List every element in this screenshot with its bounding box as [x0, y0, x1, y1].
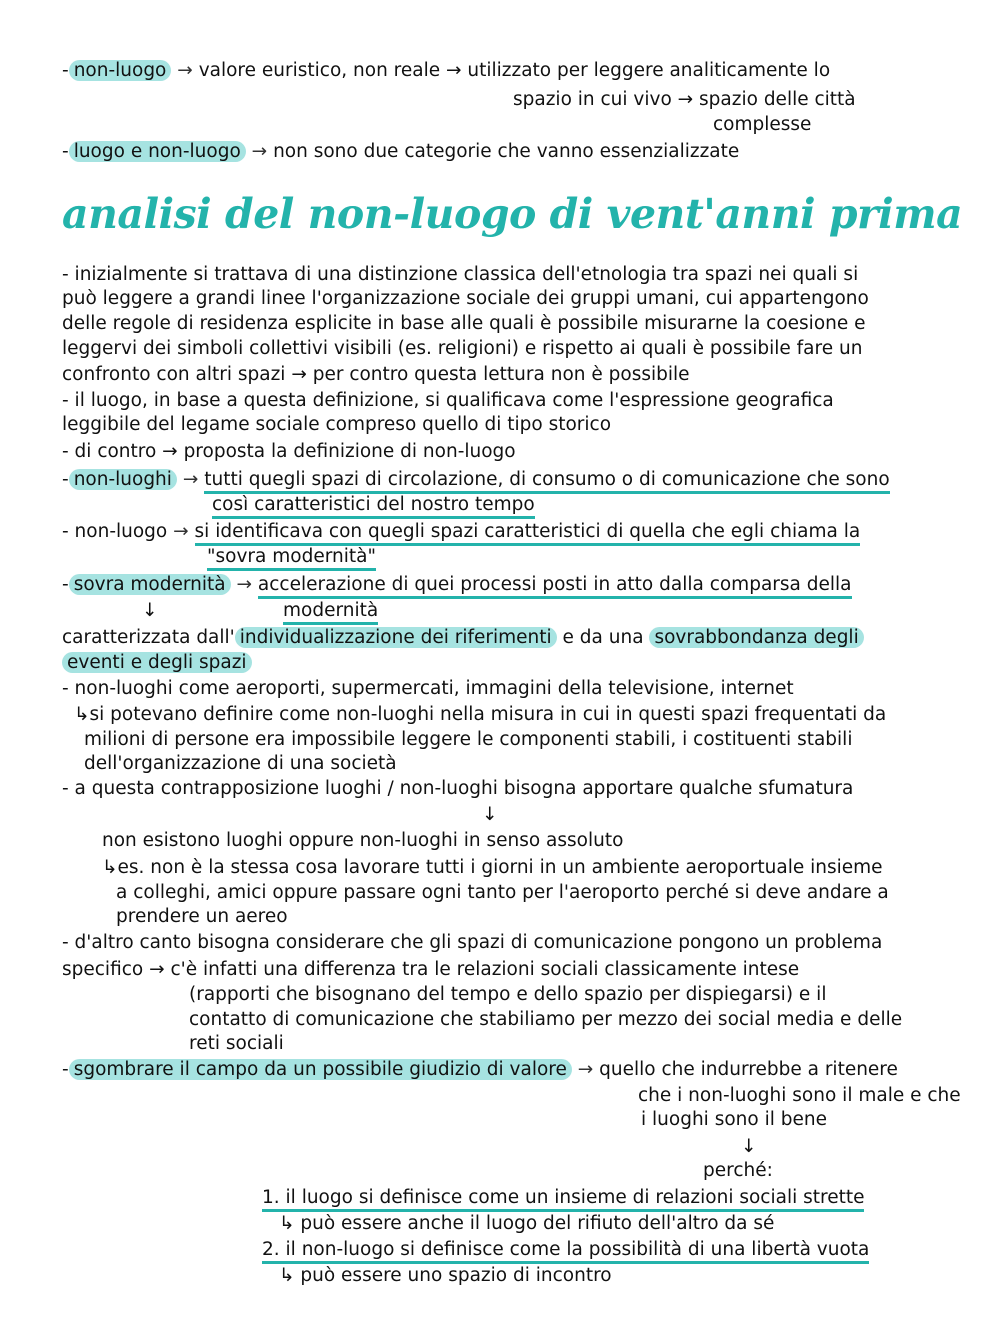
- numbered-item-1: 1. il luogo si definisce come un insieme di relazioni sociali strette: [262, 1186, 864, 1210]
- para-line-4: leggervi dei simboli collettivi visibili (es. religioni) e rispetto ai quali è possibile fare un: [62, 338, 863, 359]
- line-non-luoghi-cont: così caratteristici del nostro tempo: [212, 493, 535, 517]
- numbered-item-1-sub: ↳ può essere anche il luogo del rifiuto dell'altro da sé: [279, 1213, 775, 1234]
- underline-non-luogo-def: si identificava con quegli spazi caratteristici di quella che egli chiama la: [195, 521, 861, 546]
- line-luogo-e-non-luogo: - luogo e non-luogo → non sono due categorie che vanno essenzializzate: [62, 141, 740, 162]
- r-line-4: contatto di comunicazione che stabiliamo per mezzo dei social media e delle: [189, 1009, 903, 1030]
- q-line-4: dell'organizzazione di una società: [84, 753, 397, 774]
- highlight-eventi: eventi e degli spazi: [62, 652, 252, 673]
- arrow-down-1: ↓: [142, 600, 158, 621]
- para-line-8: - di contro → proposta la definizione di non-luogo: [62, 441, 516, 462]
- line-sovra-modernita-quote: "sovra modernità": [207, 545, 376, 569]
- r-line-3: (rapporti che bisognano del tempo e dello spazio per dispiegarsi) e il: [189, 984, 827, 1005]
- q-line-8: ↳es. non è la stessa cosa lavorare tutti i giorni in un ambiente aeroportuale insieme: [102, 857, 883, 878]
- line-non-luoghi: - non-luoghi → tutti quegli spazi di circolazione, di consumo o di comunicazione che sono: [62, 468, 890, 492]
- para-line-1: - inizialmente si trattava di una distinzione classica dell'etnologia tra spazi nei quali si: [62, 264, 859, 285]
- line-spazio: spazio in cui vivo → spazio delle città: [513, 89, 856, 110]
- line-non-luogo-2: - non-luogo → si identificava con quegli spazi caratteristici di quella che egli chiama la: [62, 520, 860, 544]
- q-line-1: - non-luoghi come aeroporti, supermercati, immagini della televisione, internet: [62, 678, 794, 699]
- line-complesse: complesse: [713, 114, 812, 135]
- line-sovra-modernita: - sovra modernità → accelerazione di quei processi posti in atto dalla comparsa della: [62, 573, 852, 597]
- r-line-5: reti sociali: [189, 1033, 284, 1054]
- arrow-down-3: ↓: [741, 1136, 757, 1157]
- s-line-2: che i non-luoghi sono il male e che: [638, 1085, 961, 1106]
- line-sgombrare: - sgombrare il campo da un possibile giudizio di valore → quello che indurrebbe a ritenere: [62, 1059, 898, 1080]
- para-line-3: delle regole di residenza esplicite in base alle quali è possibile misurarne la coesione e: [62, 313, 866, 334]
- highlight-luogo-e-non-luogo: luogo e non-luogo: [69, 141, 246, 162]
- highlight-sgombrare: sgombrare il campo da un possibile giudizio di valore: [69, 1059, 572, 1080]
- para-line-6: - il luogo, in base a questa definizione, si qualificava come l'espressione geografica: [62, 390, 834, 411]
- s-line-3: i luoghi sono il bene: [641, 1109, 827, 1130]
- q-line-9: a colleghi, amici oppure passare ogni tanto per l'aeroporto perché si deve andare a: [116, 882, 889, 903]
- q-line-7: non esistono luoghi oppure non-luoghi in senso assoluto: [102, 830, 624, 851]
- r-line-1: - d'altro canto bisogna considerare che gli spazi di comunicazione pongono un problema: [62, 932, 883, 953]
- para-line-5: confronto con altri spazi → per contro questa lettura non è possibile: [62, 364, 690, 385]
- underline-accelerazione: accelerazione di quei processi posti in atto dalla comparsa della: [258, 574, 852, 599]
- para-line-7: leggibile del legame sociale compreso quello di tipo storico: [62, 414, 612, 435]
- line-modernita: modernità: [283, 599, 378, 623]
- underline-non-luoghi-def: tutti quegli spazi di circolazione, di consumo o di comunicazione che sono: [204, 469, 889, 494]
- highlight-sovrabbondanza: sovrabbondanza degli: [649, 627, 863, 648]
- section-title: analisi del non-luogo di vent'anni prima: [62, 190, 963, 238]
- highlight-sovra-modernita: sovra modernità: [69, 574, 231, 595]
- arrow-down-2: ↓: [482, 804, 498, 825]
- q-line-2: ↳si potevano definire come non-luoghi nella misura in cui in questi spazi frequentati da: [74, 704, 887, 725]
- numbered-item-2: 2. il non-luogo si definisce come la possibilità di una libertà vuota: [262, 1238, 869, 1262]
- line-caratterizzata: caratterizzata dall' individualizzazione dei riferimenti e da una sovrabbondanza degli: [62, 626, 864, 650]
- q-line-10: prendere un aereo: [116, 906, 288, 927]
- para-line-2: può leggere a grandi linee l'organizzazione sociale dei gruppi umani, cui appartengono: [62, 288, 869, 309]
- q-line-3: milioni di persone era impossibile leggere le componenti stabili, i costituenti stabili: [84, 729, 853, 750]
- highlight-non-luoghi: non-luoghi: [69, 469, 177, 490]
- numbered-item-2-sub: ↳ può essere uno spazio di incontro: [279, 1265, 612, 1286]
- q-line-5: - a questa contrapposizione luoghi / non-luoghi bisogna apportare qualche sfumatura: [62, 778, 854, 799]
- highlight-individualizzazione: individualizzazione dei riferimenti: [235, 627, 557, 648]
- highlight-non-luogo: non-luogo: [69, 60, 172, 81]
- line-non-luogo: - non-luogo → valore euristico, non reale → utilizzato per leggere analiticamente lo: [62, 60, 831, 81]
- r-line-2: specifico → c'è infatti una differenza tra le relazioni sociali classicamente intese: [62, 959, 800, 980]
- s-line-perche: perché:: [703, 1160, 773, 1181]
- line-eventi: [62, 651, 252, 675]
